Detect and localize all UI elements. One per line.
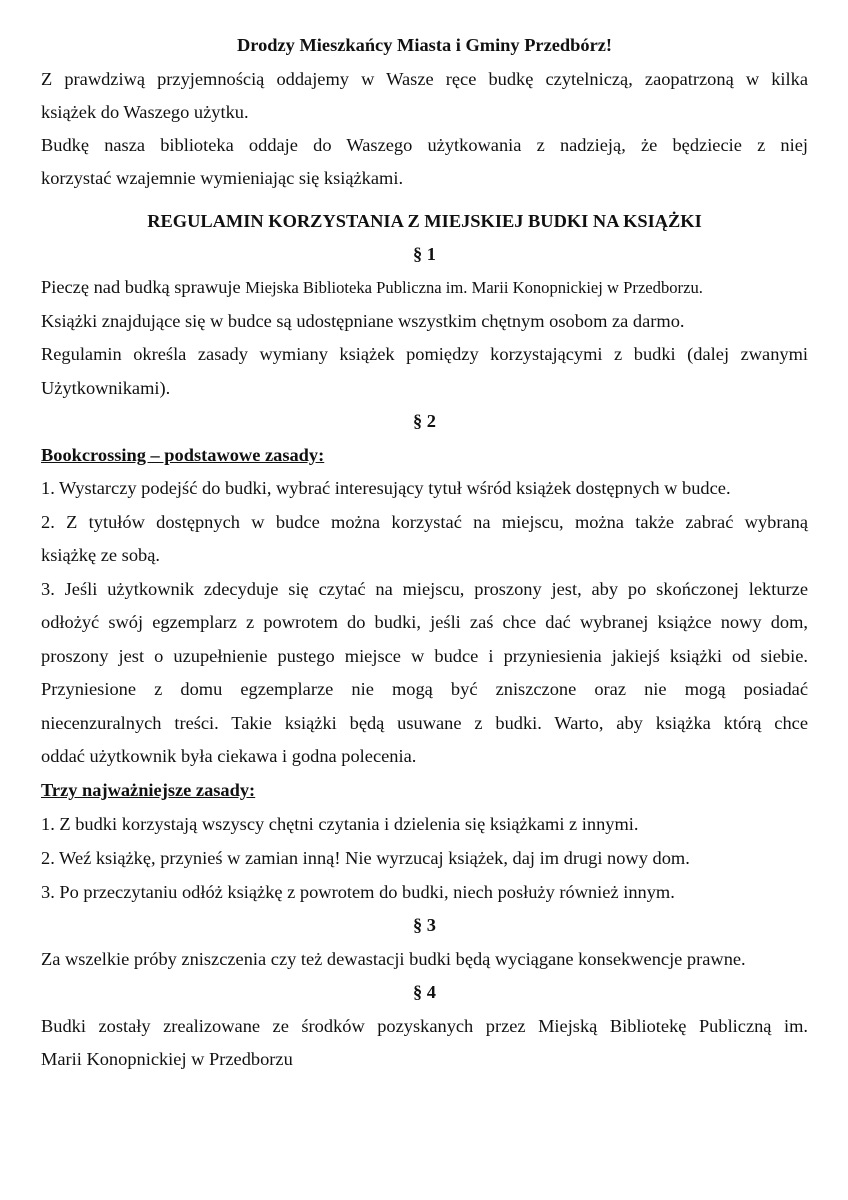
section-1-line-1a: Pieczę nad budką sprawuje — [41, 277, 241, 297]
section-2-line-8: niecenzuralnych treści. Takie książki będą usuwane z budki. Warto, aby książka którą chce — [41, 713, 808, 733]
rule-3: 3. Po przeczytaniu odłóż książkę z powrotem do budki, niech posłuży również innym. — [41, 882, 675, 902]
section-2-line-6: proszony jest o uzupełnienie pustego miejsce w budce i przyniesienia jakiejś książki od siebie. — [41, 646, 808, 666]
intro-line-3: Budkę nasza biblioteka oddaje do Waszego użytkowania z nadzieją, że będziecie z niej — [41, 135, 808, 155]
section-4-line-1: Budki zostały zrealizowane ze środków pozyskanych przez Miejską Bibliotekę Publiczną im. — [41, 1016, 808, 1036]
regulation-title: REGULAMIN KORZYSTANIA Z MIEJSKIEJ BUDKI NA KSIĄŻKI — [147, 211, 702, 231]
section-2-line-3: książkę ze sobą. — [41, 545, 160, 565]
section-1-line-4: Użytkownikami). — [41, 378, 171, 398]
section-2-line-9: oddać użytkownik była ciekawa i godna polecenia. — [41, 746, 417, 766]
section-2-line-2: 2. Z tytułów dostępnych w budce można korzystać na miejscu, można także zabrać wybraną — [41, 512, 808, 532]
intro-line-2: książek do Waszego użytku. — [41, 102, 249, 122]
section-4-heading: § 4 — [413, 982, 436, 1002]
section-3-heading: § 3 — [413, 915, 436, 935]
section-1-line-3: Regulamin określa zasady wymiany książek pomiędzy korzystającymi z budki (dalej zwanymi — [41, 344, 808, 364]
main-rules-subheading: Trzy najważniejsze zasady: — [41, 780, 256, 800]
intro-line-4: korzystać wzajemnie wymieniając się książkami. — [41, 168, 404, 188]
rule-2: 2. Weź książkę, przynieś w zamian inną! Nie wyrzucaj książek, daj im drugi nowy dom. — [41, 848, 690, 868]
section-4-line-2: Marii Konopnickiej w Przedborzu — [41, 1049, 293, 1069]
greeting-heading: Drodzy Mieszkańcy Miasta i Gminy Przedbórz! — [236, 35, 613, 55]
section-2-line-1: 1. Wystarczy podejść do budki, wybrać interesujący tytuł wśród książek dostępnych w budce. — [41, 478, 731, 498]
document-page — [41, 29, 808, 1076]
section-1-line-2: Książki znajdujące się w budce są udostępniane wszystkim chętnym osobom za darmo. — [41, 311, 685, 331]
section-3-text: Za wszelkie próby zniszczenia czy też dewastacji budki będą wyciągane konsekwencje prawne. — [41, 949, 746, 969]
section-2-heading: § 2 — [413, 411, 436, 431]
bookcrossing-subheading: Bookcrossing – podstawowe zasady: — [41, 445, 325, 465]
section-1-heading: § 1 — [413, 244, 436, 264]
intro-line-1: Z prawdziwą przyjemnością oddajemy w Wasze ręce budkę czytelniczą, zaopatrzoną w kilka — [41, 69, 808, 89]
library-name: Miejska Biblioteka Publiczna im. Marii Konopnickiej w Przedborzu. — [245, 278, 703, 297]
rule-1: 1. Z budki korzystają wszyscy chętni czytania i dzielenia się książkami z innymi. — [41, 814, 639, 834]
section-2-line-7: Przyniesione z domu egzemplarze nie mogą być zniszczone oraz nie mogą posiadać — [41, 679, 808, 699]
section-2-line-5: odłożyć swój egzemplarz z powrotem do budki, jeśli zaś chce dać wybranej książce nowy dom, — [41, 612, 808, 632]
section-2-line-4: 3. Jeśli użytkownik zdecyduje się czytać na miejscu, proszony jest, aby po skończonej lekturze — [41, 579, 808, 599]
section-1-line-1 — [41, 271, 808, 304]
